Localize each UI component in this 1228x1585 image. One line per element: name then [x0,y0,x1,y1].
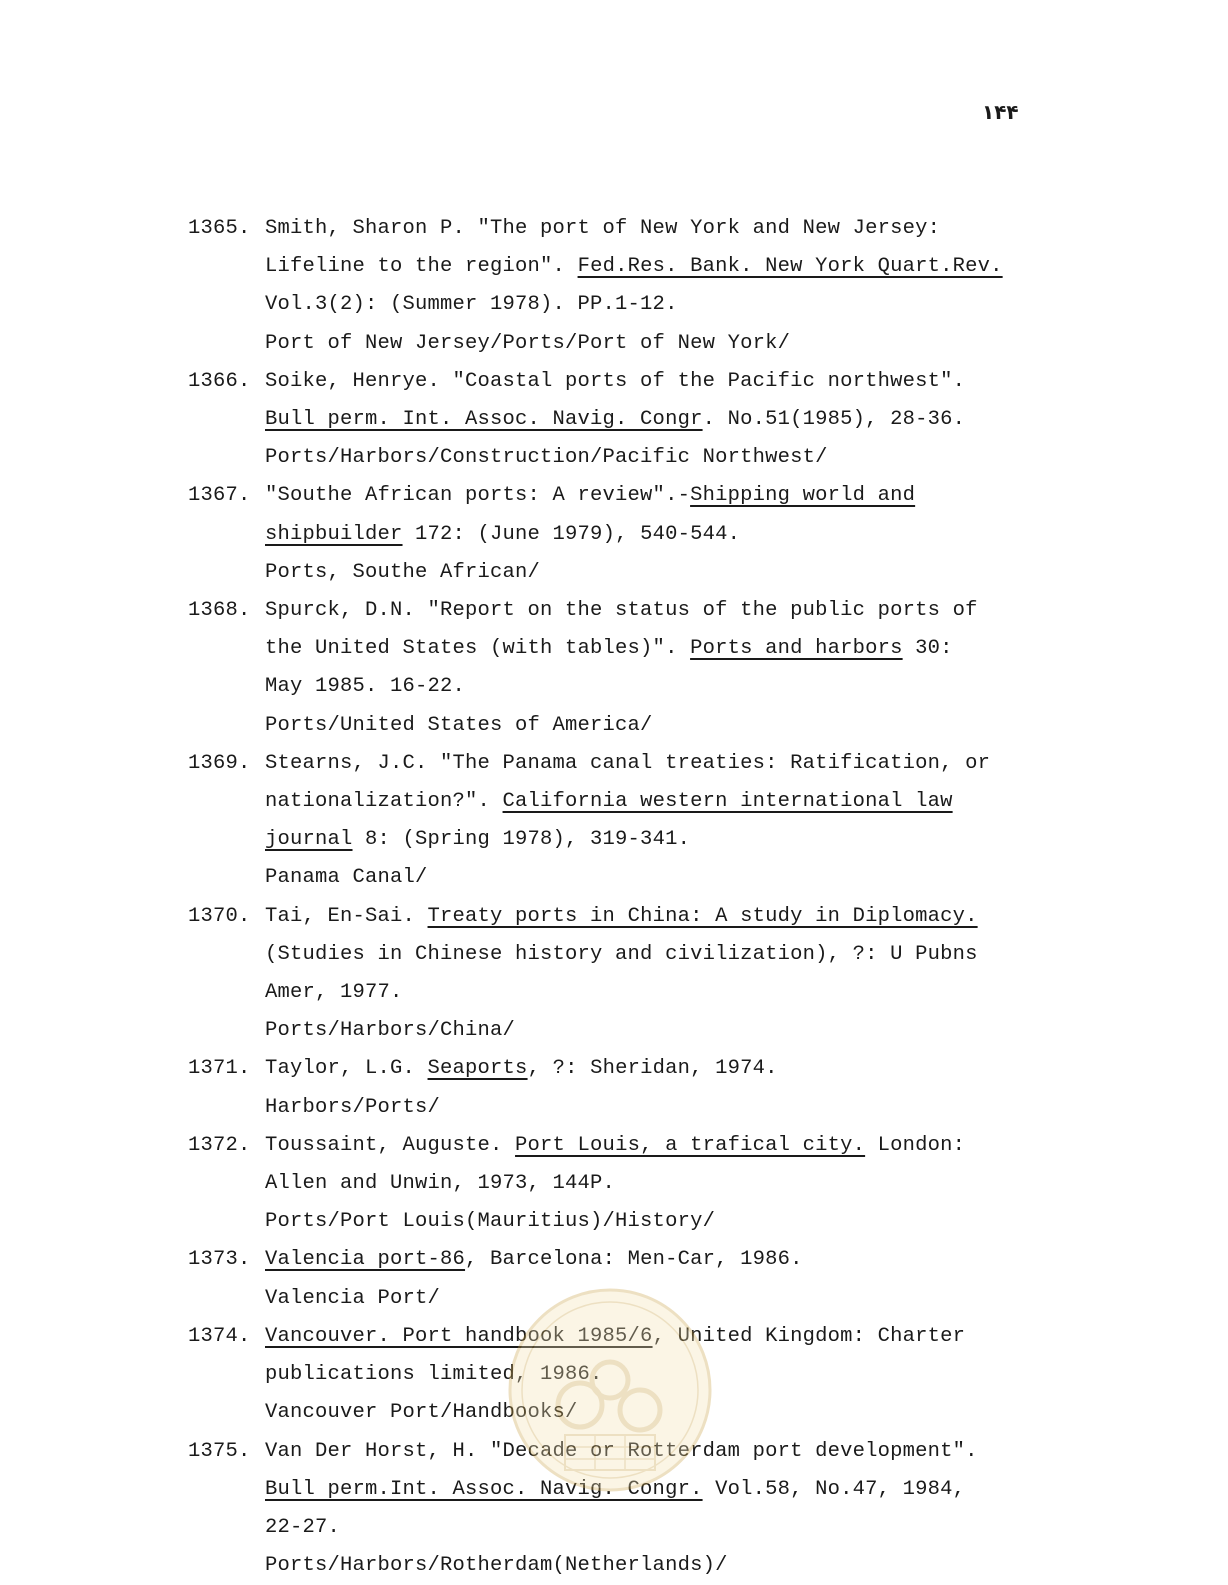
entry-line [265,1471,1018,1509]
bibliography-entry [188,477,1018,592]
entry-line [265,1089,1018,1127]
underlined-title: Bull perm. Int. Assoc. Navig. Congr [265,408,703,431]
entry-line [265,707,1018,745]
entry-text: Vancouver Port/Handbooks/ [265,1401,578,1424]
underlined-title: California western international law [503,790,953,813]
entry-text: , Barcelona: Men-Car, 1986. [465,1248,803,1271]
entry-text: Vol.3(2): (Summer 1978). PP.1-12. [265,293,678,316]
entry-line [265,1241,1018,1279]
bibliography-entry [188,1241,1018,1317]
entry-text: Allen and Unwin, 1973, 144P. [265,1172,615,1195]
underlined-title: Bull perm.Int. Assoc. Navig. Congr. [265,1478,703,1501]
entry-line [265,783,1018,821]
entry-text: Ports/Harbors/Rotherdam(Netherlands)/ [265,1554,728,1577]
underlined-title: shipbuilder [265,523,403,546]
entry-text: Ports, Southe African/ [265,561,540,584]
entry-line [265,286,1018,324]
entry-line [265,363,1018,401]
entry-line [265,668,1018,706]
entry-line [265,974,1018,1012]
entry-text: the United States (with tables)". [265,637,690,660]
underlined-title: journal [265,828,353,851]
entry-line [265,1509,1018,1547]
entry-line [265,859,1018,897]
entry-number: 1375. [188,1433,251,1471]
bibliography-entry [188,745,1018,898]
entry-text: Smith, Sharon P. "The port of New York and New Jersey: [265,217,940,240]
entry-line [265,1203,1018,1241]
entry-text: Vol.58, No.47, 1984, [703,1478,966,1501]
entry-line [265,477,1018,515]
entry-line [265,745,1018,783]
entry-text: 8: (Spring 1978), 319-341. [353,828,691,851]
entry-number: 1369. [188,745,251,783]
entry-text: Lifeline to the region". [265,255,578,278]
entry-number: 1370. [188,898,251,936]
underlined-title: Vancouver. Port handbook 1985/6 [265,1325,653,1348]
entry-text: May 1985. 16-22. [265,675,465,698]
entry-text: Ports/United States of America/ [265,714,653,737]
entry-line [265,1433,1018,1471]
entry-text: , United Kingdom: Charter [653,1325,966,1348]
entry-line [265,936,1018,974]
entry-text: Spurck, D.N. "Report on the status of the public ports of [265,599,978,622]
bibliography-entry [188,1127,1018,1242]
entry-text: Van Der Horst, H. "Decade or Rotterdam port development". [265,1440,978,1463]
entry-number: 1372. [188,1127,251,1165]
bibliography-entry [188,363,1018,478]
underlined-title: Ports and harbors [690,637,903,660]
entry-line [265,821,1018,859]
entry-text: London: [865,1134,965,1157]
entry-text: Stearns, J.C. "The Panama canal treaties: Ratification, or [265,752,990,775]
entry-text: Toussaint, Auguste. [265,1134,515,1157]
entry-number: 1368. [188,592,251,630]
entry-text: 30: [903,637,953,660]
bibliography-entry [188,1433,1018,1585]
entry-line [265,592,1018,630]
bibliography-entry [188,1050,1018,1126]
entry-text: Taylor, L.G. [265,1057,428,1080]
entry-text: Ports/Port Louis(Mauritius)/History/ [265,1210,715,1233]
entry-number: 1371. [188,1050,251,1088]
entry-line [265,516,1018,554]
entry-line [265,898,1018,936]
entry-line [265,1050,1018,1088]
underlined-title: Seaports [428,1057,528,1080]
entry-line [265,248,1018,286]
entry-text: Port of New Jersey/Ports/Port of New York/ [265,332,790,355]
entry-line [265,1547,1018,1585]
entry-text: Tai, En-Sai. [265,905,428,928]
entry-text: Harbors/Ports/ [265,1096,440,1119]
underlined-title: Fed.Res. Bank. New York Quart.Rev. [578,255,1003,278]
bibliography-entry [188,898,1018,1051]
entry-line [265,210,1018,248]
entry-text: "Southe African ports: A review".- [265,484,690,507]
entry-text: (Studies in Chinese history and civilization), ?: U Pubns [265,943,978,966]
entry-number: 1374. [188,1318,251,1356]
entry-line [265,439,1018,477]
bibliography-entry [188,210,1018,363]
entry-text: . No.51(1985), 28-36. [703,408,966,431]
entry-text: Ports/Harbors/Construction/Pacific Northwest/ [265,446,828,469]
entry-number: 1366. [188,363,251,401]
entry-line [265,1318,1018,1356]
entry-line [265,1356,1018,1394]
entry-number: 1367. [188,477,251,515]
entry-number: 1373. [188,1241,251,1279]
underlined-title: Valencia port-86 [265,1248,465,1271]
entry-text: , ?: Sheridan, 1974. [528,1057,778,1080]
underlined-title: Port Louis, a trafical city. [515,1134,865,1157]
entry-line [265,554,1018,592]
entry-number: 1365. [188,210,251,248]
underlined-title: Treaty ports in China: A study in Diplomacy. [428,905,978,928]
entry-line [265,1394,1018,1432]
entry-text: Panama Canal/ [265,866,428,889]
entry-text: Soike, Henrye. "Coastal ports of the Pacific northwest". [265,370,965,393]
bibliography-entry [188,1318,1018,1433]
entry-line [265,325,1018,363]
entry-text: 172: (June 1979), 540-544. [403,523,741,546]
entry-text: Amer, 1977. [265,981,403,1004]
entry-line [265,1012,1018,1050]
entry-line [265,1127,1018,1165]
entry-line [265,401,1018,439]
entry-line [265,1165,1018,1203]
entry-text: publications limited, 1986. [265,1363,603,1386]
entry-line [265,1280,1018,1318]
entry-text: Ports/Harbors/China/ [265,1019,515,1042]
underlined-title: Shipping world and [690,484,915,507]
page-number: ۱۴۴ [982,100,1019,124]
bibliography-entry [188,592,1018,745]
entry-text: 22-27. [265,1516,340,1539]
entry-text: Valencia Port/ [265,1287,440,1310]
entry-text: nationalization?". [265,790,503,813]
entry-line [265,630,1018,668]
bibliography-list [188,210,1018,1585]
